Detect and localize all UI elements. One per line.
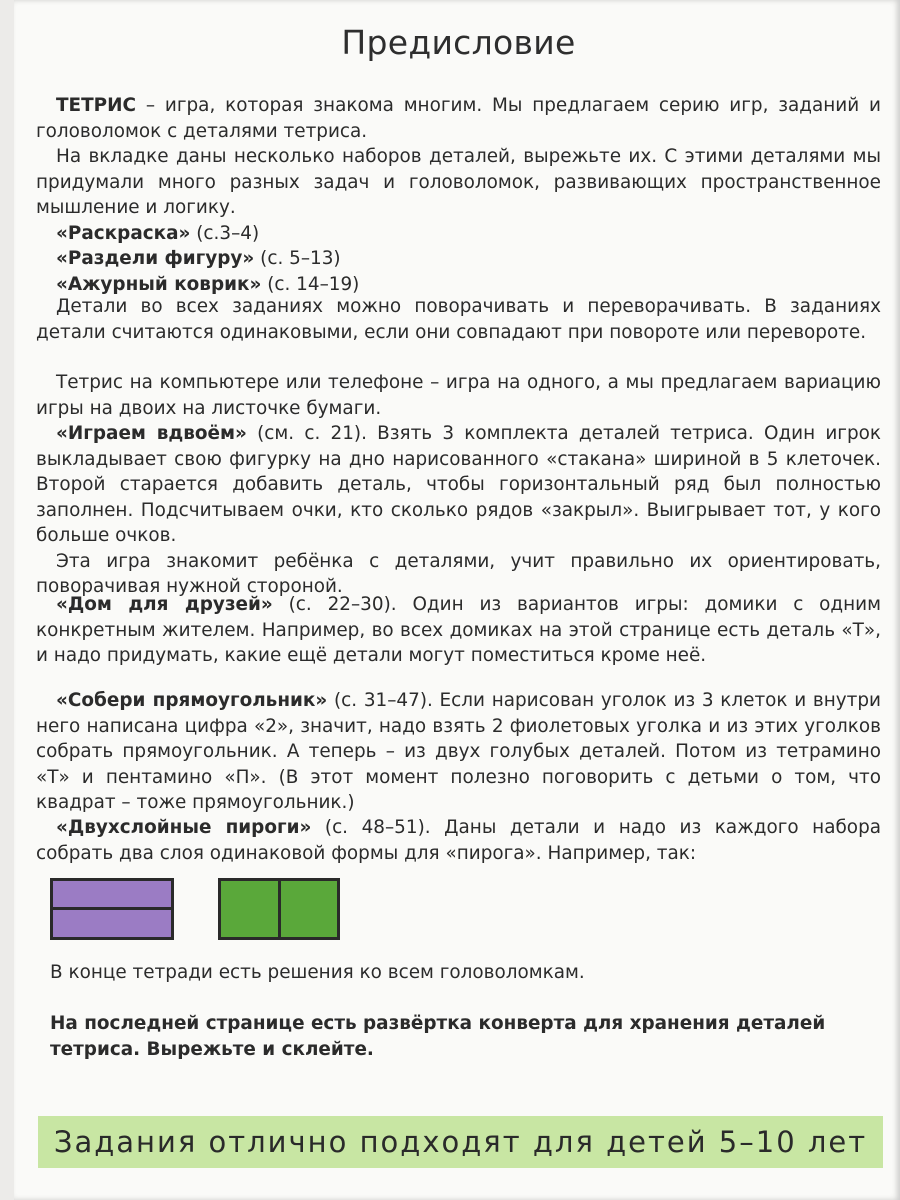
house-name: «Дом для друзей»: [56, 594, 273, 615]
section-item: [36, 221, 881, 247]
section-name: «Ажурный коврик»: [56, 273, 262, 295]
play-together-name: «Играем вдвоём»: [56, 423, 247, 444]
two-player-intro: Тетрис на компьютере или телефоне – игра на одного, а мы предлагаем вариацию игры на двоих на листочке бумаги.: [36, 372, 881, 419]
rectangle-text: (с. 31–47). Если нарисован уголок из 3 клеток и внутри него написана цифра «2», значит, надо взять 2 фиолетовых уголка и из этих уголков собрать прямоугольник. А теперь – из двух голубых деталей. Потом из тетрамино «Т» и пентамино «П». (В этот момент полезно поговорить с детьми о том, что квадрат – тоже прямоугольник.): [36, 690, 881, 813]
pie-divider: [278, 881, 281, 937]
rectangle-block: [36, 688, 881, 816]
page: [14, 0, 900, 1200]
two-player-block: [36, 370, 881, 600]
section-name: «Раздели фигуру»: [56, 248, 255, 269]
pies-name: «Двухслойные пироги»: [56, 817, 312, 838]
pie-divider: [53, 907, 171, 910]
rotation-note: Детали во всех заданиях можно поворачивать и переворачивать. В заданиях детали считаются одинаковыми, если они совпадают при повороте или перевороте.: [36, 296, 881, 343]
section-item: [36, 246, 881, 272]
house-text: (с. 22–30). Один из вариантов игры: домики с одним конкретным жителем. Например, во всех домиках на этой странице есть деталь «Т», и надо придумать, какие ещё детали могут поместиться кроме неё.: [36, 594, 881, 666]
tetris-word: ТЕТРИС: [56, 95, 137, 116]
insert-paragraph: На вкладке даны несколько наборов деталей, вырежьте их. С этими деталями мы придумали много разных задач и головоломок, развивающих пространственное мышление и логику.: [36, 146, 881, 218]
section-name: «Раскраска»: [56, 222, 191, 244]
solutions-block: [50, 960, 881, 986]
purple-pie-example: [50, 878, 174, 940]
rectangle-paragraph: [36, 688, 881, 816]
page-title: Предисловие: [341, 23, 576, 62]
intro-paragraph: [36, 93, 881, 144]
section-pages: (с.3–4): [190, 222, 260, 244]
intro-block: [36, 93, 881, 297]
house-block: [36, 592, 881, 669]
green-pie-example: [218, 878, 340, 940]
intro-text: – игра, которая знакома многим. Мы предлагаем серию игр, заданий и головоломок с деталями тетриса.: [36, 95, 881, 142]
house-paragraph: [36, 592, 881, 669]
section-pages: (с. 14–19): [261, 273, 360, 295]
envelope-note: На последней странице есть развёртка конверта для хранения деталей тетриса. Вырежьте и склейте.: [50, 1013, 826, 1060]
age-banner: Задания отлично подходят для детей 5–10 лет: [38, 1116, 883, 1168]
envelope-block: [50, 1011, 881, 1062]
pies-text: (с. 48–51). Даны детали и надо из каждого набора собрать два слоя одинаковой формы для «пирога». Например, так:: [36, 817, 882, 864]
game-benefit: Эта игра знакомит ребёнка с деталями, учит правильно их ориентировать, поворачивая нужной стороной.: [36, 550, 881, 597]
play-together-paragraph: [36, 421, 881, 549]
solutions-note: В конце тетради есть решения ко всем головоломкам.: [50, 962, 585, 983]
pies-block: [36, 815, 881, 866]
play-together-text: (см. с. 21). Взять 3 комплекта деталей тетриса. Один игрок выкладывает свою фигурку на дно нарисованного «стакана» шириной в 5 клеточек. Второй старается добавить деталь, чтобы горизонтальный ряд был полностью заполнен. Подсчитываем очки, кто сколько рядов «закрыл». Выигрывает тот, у кого больше очков.: [36, 423, 881, 546]
section-pages: (с. 5–13): [254, 248, 341, 269]
rectangle-name: «Собери прямоугольник»: [56, 690, 328, 711]
rotation-block: [36, 294, 881, 345]
pies-paragraph: [36, 815, 881, 866]
